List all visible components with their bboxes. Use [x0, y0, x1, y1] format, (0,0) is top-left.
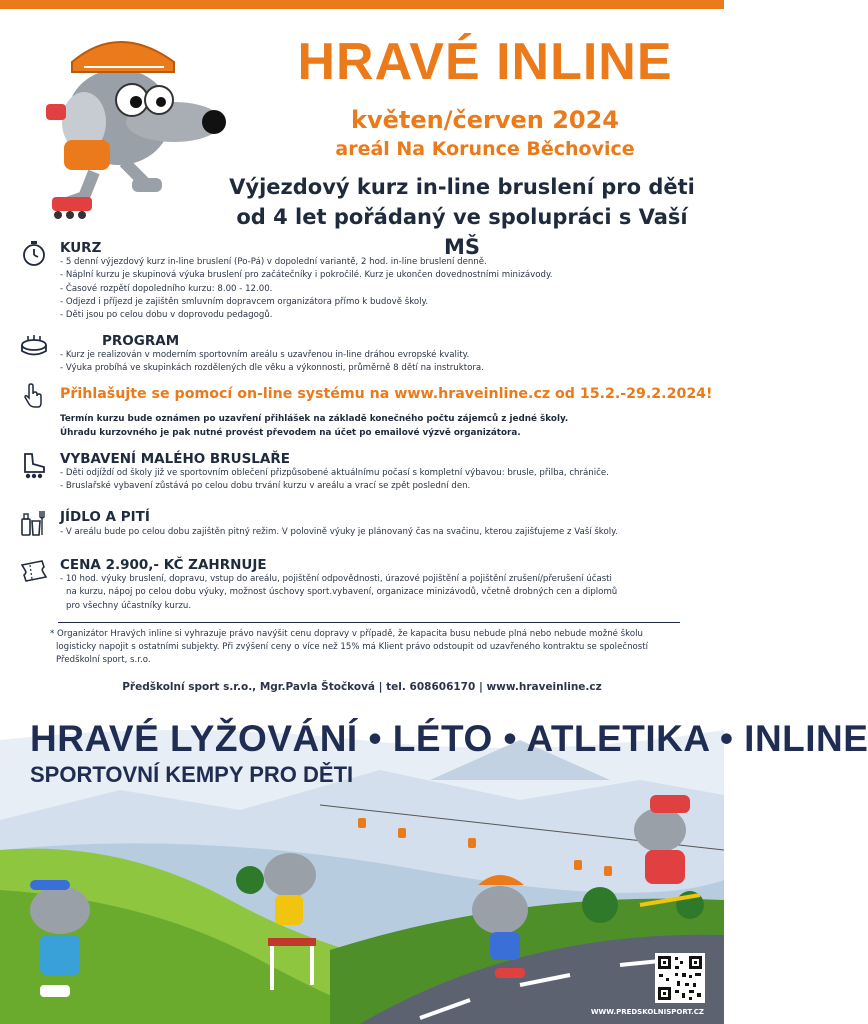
- kurz-list: [60, 256, 553, 322]
- list-item: - Kurz je realizován v moderním sportovním areálu s uzavřenou in-line dráhou evropské kvality.: [60, 350, 470, 360]
- list-item: - V areálu bude po celou dobu zajištěn pitný režim. V polovině výuky je plánovaný čas na svačinu, kterou zajišťujeme z Vaší školy.: [60, 527, 618, 537]
- contact-line: Předškolní sport s.r.o., Mgr.Pavla Štočková | tel. 608606170 | www.hraveinline.cz: [122, 681, 602, 693]
- footnote-line-1: * Organizátor Hravých inline si vyhrazuje právo navýšit cenu dopravy v případě, že kapacita busu nebude plná nebo nebude možné školu: [50, 629, 643, 639]
- section-title-kurz: KURZ: [60, 240, 102, 256]
- course-venue: areál Na Korunce Běchovice: [335, 138, 635, 160]
- site-url[interactable]: WWW.PREDSKOLNISPORT.CZ: [590, 1008, 704, 1016]
- jidlo-list: [60, 526, 618, 539]
- hand-pointer-icon: [20, 383, 46, 409]
- program-list: [60, 349, 484, 376]
- list-item: na kurzu, nápoj po celou dobu výuky, možnost úschovy sport.vybavení, organizace minizávodů, včetně drobných cen a diplomů: [66, 587, 618, 598]
- list-item: - Děti jsou po celou dobu v doprovodu pedagogů.: [60, 310, 273, 321]
- stadium-icon: [20, 333, 48, 361]
- stopwatch-icon: [20, 240, 48, 268]
- ticket-icon: [20, 557, 48, 585]
- section-divider: [58, 622, 680, 623]
- footnote-line-3: Předškolní sport, s.r.o.: [56, 655, 151, 665]
- footnote-line-2: logisticky napojit s ostatními subjekty. Při zvýšení ceny o více než 15% má Klient právo odstoupit od uzavřeného kontraktu se společností: [56, 642, 649, 652]
- page-title: HRAVÉ INLINE: [297, 33, 673, 91]
- list-item: pro všechny účastníky kurzu.: [66, 600, 192, 611]
- list-item: - Výuka probíhá ve skupinkách rozdělených dle věku a výkonnosti, průměrně 8 dětí na instruktora.: [60, 363, 484, 374]
- list-item: - Děti odjíždí od školy již ve sportovním oblečení přizpůsobené aktuálnímu počasí s kompletní výbavou: brusle, přilba, chrániče.: [60, 468, 609, 478]
- section-title-jidlo: JÍDLO A PITÍ: [60, 509, 150, 525]
- signup-note: [60, 412, 568, 440]
- section-title-vybaveni: VYBAVENÍ MALÉHO BRUSLAŘE: [60, 451, 290, 467]
- top-accent-bar: [0, 0, 724, 9]
- sports-banner-title: HRAVÉ LYŽOVÁNÍ • LÉTO • ATLETIKA • INLINE: [30, 718, 868, 759]
- list-item: - 10 hod. výuky bruslení, dopravu, vstup do areálu, pojištění odpovědnosti, úrazové pojištění a pojištění zrušení/přerušení účasti: [60, 574, 612, 584]
- course-dates: květen/červen 2024: [351, 106, 619, 134]
- vybaveni-list: [60, 467, 609, 494]
- section-title-program: PROGRAM: [102, 333, 180, 349]
- signup-note-line-2: Úhradu kurzovného je pak nutné provést převodem na účet po emailové výzvě organizátora.: [60, 428, 521, 438]
- list-item: - Odjezd i příjezd je zajištěn smluvním dopravcem organizátora přímo k budově školy.: [60, 296, 429, 307]
- headline-line-1: Výjezdový kurz in-line bruslení pro děti: [229, 175, 695, 199]
- footnote: [50, 628, 700, 667]
- list-item: - Časové rozpětí dopoledního kurzu: 8.00 - 12.00.: [60, 283, 273, 294]
- food-drink-icon: [20, 509, 48, 537]
- skating-mouse-mascot: [24, 22, 234, 222]
- inline-skate-icon: [20, 451, 48, 479]
- section-title-cena: CENA 2.900,- KČ ZAHRNUJE: [60, 557, 267, 573]
- signup-note-line-1: Termín kurzu bude oznámen po uzavření přihlášek na základě konečného počtu zájemců z jedné školy.: [60, 414, 569, 424]
- list-item: - Bruslařské vybavení zůstává po celou dobu trvání kurzu v areálu a vrací se zpět poslední den.: [60, 481, 471, 492]
- headline-line-2: od 4 let pořádaný ve spolupráci s Vaší MŠ: [236, 205, 688, 259]
- signup-call-to-action: Přihlašujte se pomocí on-line systému na www.hraveinline.cz od 15.2.-29.2.2024!: [60, 386, 713, 402]
- list-item: - Náplní kurzu je skupinová výuka bruslení pro začátečníky i pokročilé. Kurz je ukončen dovednostními minizávody.: [60, 270, 553, 281]
- list-item: - 5 denní výjezdový kurz in-line bruslení (Po-Pá) v dopolední variantě, 2 hod. in-line bruslení denně.: [60, 257, 487, 267]
- cena-list: [60, 573, 617, 613]
- qr-code[interactable]: [655, 953, 705, 1003]
- sports-banner-subtitle: SPORTOVNÍ KEMPY PRO DĚTI: [30, 762, 354, 787]
